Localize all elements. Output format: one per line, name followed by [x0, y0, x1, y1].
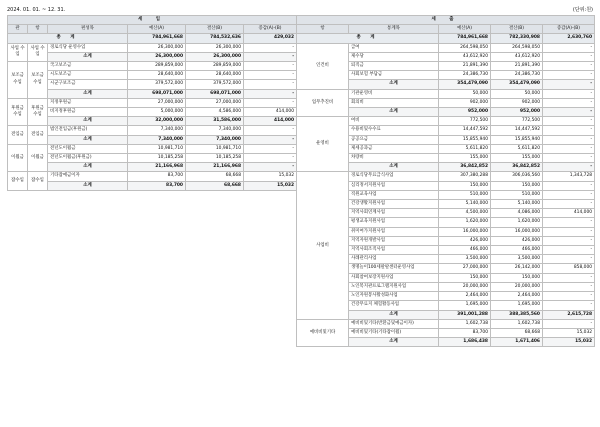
item-diff: -	[543, 43, 595, 52]
subtotal-row	[8, 52, 297, 61]
item-diff: -	[244, 43, 297, 52]
total-budget: 784,961,668	[439, 34, 491, 43]
item-budget: 14,447,592	[439, 126, 491, 135]
item-settle: 772,500	[491, 117, 543, 126]
expenditure-table	[296, 15, 595, 347]
item-name: 법인전입금(후원금)	[48, 126, 128, 135]
subtotal-settle: 26,300,000	[186, 52, 244, 61]
item-diff: -	[543, 246, 595, 255]
hang-cell: 이월금	[28, 144, 48, 172]
subtotal-label: 소계	[48, 89, 128, 98]
item-diff: -	[543, 282, 595, 291]
item-name: 전년도이월금	[48, 144, 128, 153]
item-name: 노인복지관프로그램지원사업	[349, 282, 439, 291]
item-budget: 10,981,710	[128, 144, 186, 153]
item-settle: 4,586,000	[186, 108, 244, 117]
kwan-cell: 사업 수입	[8, 43, 28, 61]
col-settle: 결산(B)	[186, 25, 244, 34]
item-diff: -	[543, 181, 595, 190]
subtotal-label: 소계	[48, 117, 128, 126]
subtotal-diff: -	[244, 89, 297, 98]
total-settle: 784,532,636	[186, 34, 244, 43]
item-budget: 307,380,288	[439, 172, 491, 181]
item-name: 제수당	[349, 52, 439, 61]
item-budget: 150,000	[439, 273, 491, 282]
hang-cell: 보조금수입	[28, 62, 48, 99]
item-settle: 150,000	[491, 181, 543, 190]
item-settle: 902,000	[491, 98, 543, 107]
item-diff: -	[543, 117, 595, 126]
item-budget: 15,855,940	[439, 135, 491, 144]
subtotal-row	[8, 181, 297, 190]
item-budget: 2,464,000	[439, 292, 491, 301]
item-name: 건강생활지원사업	[349, 200, 439, 209]
item-budget: 27,000,000	[439, 264, 491, 273]
table-row	[297, 172, 595, 181]
subtotal-settle: 698,071,000	[186, 89, 244, 98]
item-name: 시도보조금	[48, 71, 128, 80]
hang-cell: 잡수입	[28, 172, 48, 190]
item-settle: 510,000	[491, 190, 543, 199]
item-budget: 1,620,000	[439, 218, 491, 227]
item-settle: 26,142,000	[491, 264, 543, 273]
item-name: 경로식당 운영수입	[48, 43, 128, 52]
table-row	[8, 154, 297, 163]
item-settle: 68,668	[186, 172, 244, 181]
item-diff: 15,032	[244, 172, 297, 181]
revenue-section-title: 세 입	[8, 16, 297, 25]
item-settle: 1,602,738	[491, 319, 543, 328]
item-budget: 466,000	[439, 246, 491, 255]
item-settle: 289,859,000	[186, 62, 244, 71]
item-diff: -	[543, 135, 595, 144]
item-settle: 16,000,000	[491, 227, 543, 236]
item-diff: -	[543, 319, 595, 328]
unit-label: (단위:원)	[572, 7, 593, 13]
item-budget: 7,340,000	[128, 126, 186, 135]
subtotal-diff: -	[543, 163, 595, 172]
item-name: 시군구보조금	[48, 80, 128, 89]
item-settle: 306,036,560	[491, 172, 543, 181]
subtotal-diff: -	[244, 163, 297, 172]
item-diff: -	[244, 144, 297, 153]
item-settle: 426,000	[491, 236, 543, 245]
total-label: 총 계	[8, 34, 128, 43]
table-row	[8, 80, 297, 89]
col-budget: 예산(A)	[128, 25, 186, 34]
item-diff: -	[244, 80, 297, 89]
item-budget: 16,000,000	[439, 227, 491, 236]
subtotal-budget: 391,001,288	[439, 310, 491, 319]
expenditure-total-row	[297, 34, 595, 43]
item-budget: 28,640,000	[128, 71, 186, 80]
subtotal-settle: 388,385,560	[491, 310, 543, 319]
item-diff: -	[244, 98, 297, 107]
item-budget: 510,000	[439, 190, 491, 199]
item-name: 공공요금	[349, 135, 439, 144]
item-budget: 26,300,000	[128, 43, 186, 52]
item-budget: 3,500,000	[439, 255, 491, 264]
col-hang: 항	[297, 25, 349, 34]
item-name: 급여	[349, 43, 439, 52]
item-budget: 20,000,000	[439, 282, 491, 291]
subtotal-diff: 15,032	[543, 338, 595, 347]
subtotal-budget: 698,071,000	[128, 89, 186, 98]
item-settle: 24,386,730	[491, 71, 543, 80]
item-budget: 50,000	[439, 89, 491, 98]
hang-cell: 후원금수입	[28, 98, 48, 126]
item-diff: -	[543, 227, 595, 236]
hang-cell: 사업 수입	[28, 43, 48, 61]
item-settle: 50,000	[491, 89, 543, 98]
subtotal-diff: -	[244, 52, 297, 61]
subtotal-budget: 952,000	[439, 108, 491, 117]
item-diff: -	[543, 52, 595, 61]
item-diff: 15,032	[543, 328, 595, 337]
item-settle: 68,668	[491, 328, 543, 337]
col-mok: 통계목	[349, 25, 439, 34]
item-name: 비지정후원금	[48, 108, 128, 117]
kwan-cell: 후원금수입	[8, 98, 28, 126]
item-settle: 155,000	[491, 154, 543, 163]
subtotal-label: 소계	[48, 163, 128, 172]
item-budget: 5,611,820	[439, 144, 491, 153]
item-name: 평생교육지원사업	[349, 218, 439, 227]
table-row	[297, 89, 595, 98]
item-budget: 1,695,000	[439, 301, 491, 310]
item-diff: -	[543, 190, 595, 199]
item-name: 국고보조금	[48, 62, 128, 71]
item-diff: -	[543, 218, 595, 227]
col-hang: 항	[28, 25, 48, 34]
item-budget: 426,000	[439, 236, 491, 245]
item-name: 회의비	[349, 98, 439, 107]
table-row	[8, 172, 297, 181]
page-header	[7, 6, 593, 15]
item-diff: 414,000	[244, 108, 297, 117]
item-settle: 43,612,920	[491, 52, 543, 61]
item-name: 예비비및기타(기타잡이월)	[349, 328, 439, 337]
subtotal-label: 소계	[349, 338, 439, 347]
subtotal-settle: 1,671,406	[491, 338, 543, 347]
total-diff: 429,032	[244, 34, 297, 43]
item-settle: 10,185,258	[186, 154, 244, 163]
item-budget: 902,000	[439, 98, 491, 107]
subtotal-row	[8, 135, 297, 144]
subtotal-budget: 26,300,000	[128, 52, 186, 61]
subtotal-budget: 36,842,852	[439, 163, 491, 172]
item-diff: -	[244, 71, 297, 80]
table-row	[8, 144, 297, 153]
item-settle: 2,464,000	[491, 292, 543, 301]
item-diff: -	[244, 126, 297, 135]
item-budget: 21,891,390	[439, 62, 491, 71]
item-diff: -	[543, 273, 595, 282]
item-diff: -	[543, 292, 595, 301]
item-diff: -	[543, 71, 595, 80]
item-diff: -	[543, 126, 595, 135]
item-name: 생명놀이100세팔팔센터운영사업	[349, 264, 439, 273]
subtotal-settle: 7,340,000	[186, 135, 244, 144]
item-budget: 5,140,000	[439, 200, 491, 209]
item-name: 사례관리사업	[349, 255, 439, 264]
subtotal-label: 소계	[349, 163, 439, 172]
subtotal-label: 소계	[48, 135, 128, 144]
subtotal-label: 소계	[349, 80, 439, 89]
item-name: 직원교육사업	[349, 190, 439, 199]
col-diff: 증감(A)-(B)	[244, 25, 297, 34]
item-settle: 5,611,820	[491, 144, 543, 153]
item-name: 전년도이월금(후원금)	[48, 154, 128, 163]
table-row	[297, 43, 595, 52]
item-settle: 21,891,390	[491, 62, 543, 71]
expenditure-section-title: 세 출	[297, 16, 595, 25]
item-settle: 20,000,000	[491, 282, 543, 291]
hang-cell: 사업비	[297, 172, 349, 319]
item-name: 지역사회조직사업	[349, 246, 439, 255]
item-settle: 27,000,000	[186, 98, 244, 107]
item-diff: -	[543, 255, 595, 264]
subtotal-settle: 31,586,000	[186, 117, 244, 126]
subtotal-label: 소계	[349, 310, 439, 319]
item-budget: 1,602,738	[439, 319, 491, 328]
subtotal-row	[8, 89, 297, 98]
item-budget: 43,612,920	[439, 52, 491, 61]
col-diff: 증감(A)-(B)	[543, 25, 595, 34]
subtotal-diff: -	[543, 80, 595, 89]
subtotal-row	[8, 117, 297, 126]
item-settle: 4,086,000	[491, 209, 543, 218]
subtotal-budget: 32,000,000	[128, 117, 186, 126]
item-diff: -	[543, 200, 595, 209]
subtotal-diff: 15,032	[244, 181, 297, 190]
kwan-cell: 이월금	[8, 144, 28, 172]
subtotal-budget: 1,686,438	[439, 338, 491, 347]
item-name: 건강무료지 체험활동사업	[349, 301, 439, 310]
item-name: 기관운영비	[349, 89, 439, 98]
item-settle: 3,500,000	[491, 255, 543, 264]
item-budget: 772,500	[439, 117, 491, 126]
subtotal-label: 소계	[48, 181, 128, 190]
table-row	[8, 71, 297, 80]
col-settle: 결산(B)	[491, 25, 543, 34]
total-settle: 782,330,908	[491, 34, 543, 43]
col-budget: 예산(A)	[439, 25, 491, 34]
item-budget: 10,185,258	[128, 154, 186, 163]
item-diff: -	[543, 89, 595, 98]
item-name: 예비비및기타(반환금및예금이자)	[349, 319, 439, 328]
item-budget: 150,000	[439, 181, 491, 190]
item-settle: 466,000	[491, 246, 543, 255]
item-name: 지역자원개발사업	[349, 236, 439, 245]
hang-cell: 업무추진비	[297, 89, 349, 117]
col-kwan: 관	[8, 25, 28, 34]
item-settle: 28,640,000	[186, 71, 244, 80]
item-budget: 83,700	[439, 328, 491, 337]
item-name: 경로식당무료급식사업	[349, 172, 439, 181]
subtotal-settle: 36,842,852	[491, 163, 543, 172]
subtotal-budget: 21,166,968	[128, 163, 186, 172]
item-name: 지정후원금	[48, 98, 128, 107]
table-row	[297, 117, 595, 126]
item-settle: 14,447,592	[491, 126, 543, 135]
item-diff: -	[543, 62, 595, 71]
item-name: 기타잡예금이자	[48, 172, 128, 181]
total-diff: 2,630,760	[543, 34, 595, 43]
total-budget: 784,961,668	[128, 34, 186, 43]
item-diff: -	[543, 301, 595, 310]
subtotal-diff: -	[244, 135, 297, 144]
subtotal-label: 소계	[349, 108, 439, 117]
item-name: 사회보험 부담금	[349, 71, 439, 80]
table-row	[8, 126, 297, 135]
item-diff: -	[543, 154, 595, 163]
item-settle: 264,598,050	[491, 43, 543, 52]
period-label: 2024. 01. 01. ~ 12. 31.	[7, 7, 66, 13]
item-name: 취미여가지원사업	[349, 227, 439, 236]
item-diff: 414,000	[543, 209, 595, 218]
item-settle: 1,695,000	[491, 301, 543, 310]
subtotal-row	[8, 163, 297, 172]
table-row	[8, 62, 297, 71]
item-diff: -	[244, 154, 297, 163]
item-budget: 379,572,000	[128, 80, 186, 89]
kwan-cell: 전입금	[8, 126, 28, 144]
subtotal-diff: 414,000	[244, 117, 297, 126]
subtotal-budget: 83,700	[128, 181, 186, 190]
table-row	[8, 98, 297, 107]
item-settle: 1,620,000	[491, 218, 543, 227]
item-settle: 15,855,940	[491, 135, 543, 144]
subtotal-settle: 354,479,090	[491, 80, 543, 89]
item-budget: 264,598,050	[439, 43, 491, 52]
hang-cell: 인건비	[297, 43, 349, 89]
subtotal-diff: -	[543, 108, 595, 117]
item-name: 제세공과금	[349, 144, 439, 153]
item-budget: 24,386,730	[439, 71, 491, 80]
item-budget: 5,000,000	[128, 108, 186, 117]
subtotal-settle: 68,668	[186, 181, 244, 190]
item-budget: 155,000	[439, 154, 491, 163]
table-row	[297, 319, 595, 328]
item-name: 심리정서지원사업	[349, 181, 439, 190]
hang-cell: 예비비및기타	[297, 319, 349, 347]
item-settle: 150,000	[491, 273, 543, 282]
item-budget: 83,700	[128, 172, 186, 181]
item-name: 퇴직금	[349, 62, 439, 71]
item-budget: 289,859,000	[128, 62, 186, 71]
col-mok: 편성목	[48, 25, 128, 34]
subtotal-diff: 2,615,728	[543, 310, 595, 319]
table-row	[8, 43, 297, 52]
revenue-total-row	[8, 34, 297, 43]
item-name: 노인자원봉사활성화사업	[349, 292, 439, 301]
hang-cell: 전입금	[28, 126, 48, 144]
subtotal-budget: 354,479,090	[439, 80, 491, 89]
item-diff: -	[543, 98, 595, 107]
subtotal-settle: 952,000	[491, 108, 543, 117]
item-settle: 5,140,000	[491, 200, 543, 209]
item-budget: 27,000,000	[128, 98, 186, 107]
item-name: 지역사회연계사업	[349, 209, 439, 218]
item-settle: 7,340,000	[186, 126, 244, 135]
settlement-sheet	[7, 15, 594, 419]
item-settle: 379,572,000	[186, 80, 244, 89]
kwan-cell: 잡수입	[8, 172, 28, 190]
subtotal-budget: 7,340,000	[128, 135, 186, 144]
revenue-table	[7, 15, 297, 191]
item-settle: 10,981,710	[186, 144, 244, 153]
hang-cell: 운영비	[297, 117, 349, 172]
table-row	[8, 108, 297, 117]
subtotal-settle: 21,166,968	[186, 163, 244, 172]
kwan-cell: 보조금수입	[8, 62, 28, 99]
item-diff: -	[543, 144, 595, 153]
item-diff: 1,343,728	[543, 172, 595, 181]
item-name: 여비	[349, 117, 439, 126]
item-settle: 26,300,000	[186, 43, 244, 52]
item-budget: 4,500,000	[439, 209, 491, 218]
total-label: 총 계	[297, 34, 439, 43]
item-diff: -	[543, 236, 595, 245]
subtotal-label: 소계	[48, 52, 128, 61]
item-name: 사회참여보장지원사업	[349, 273, 439, 282]
item-diff: -	[244, 62, 297, 71]
item-name: 차량비	[349, 154, 439, 163]
item-name: 수용비및수수료	[349, 126, 439, 135]
item-diff: 858,000	[543, 264, 595, 273]
